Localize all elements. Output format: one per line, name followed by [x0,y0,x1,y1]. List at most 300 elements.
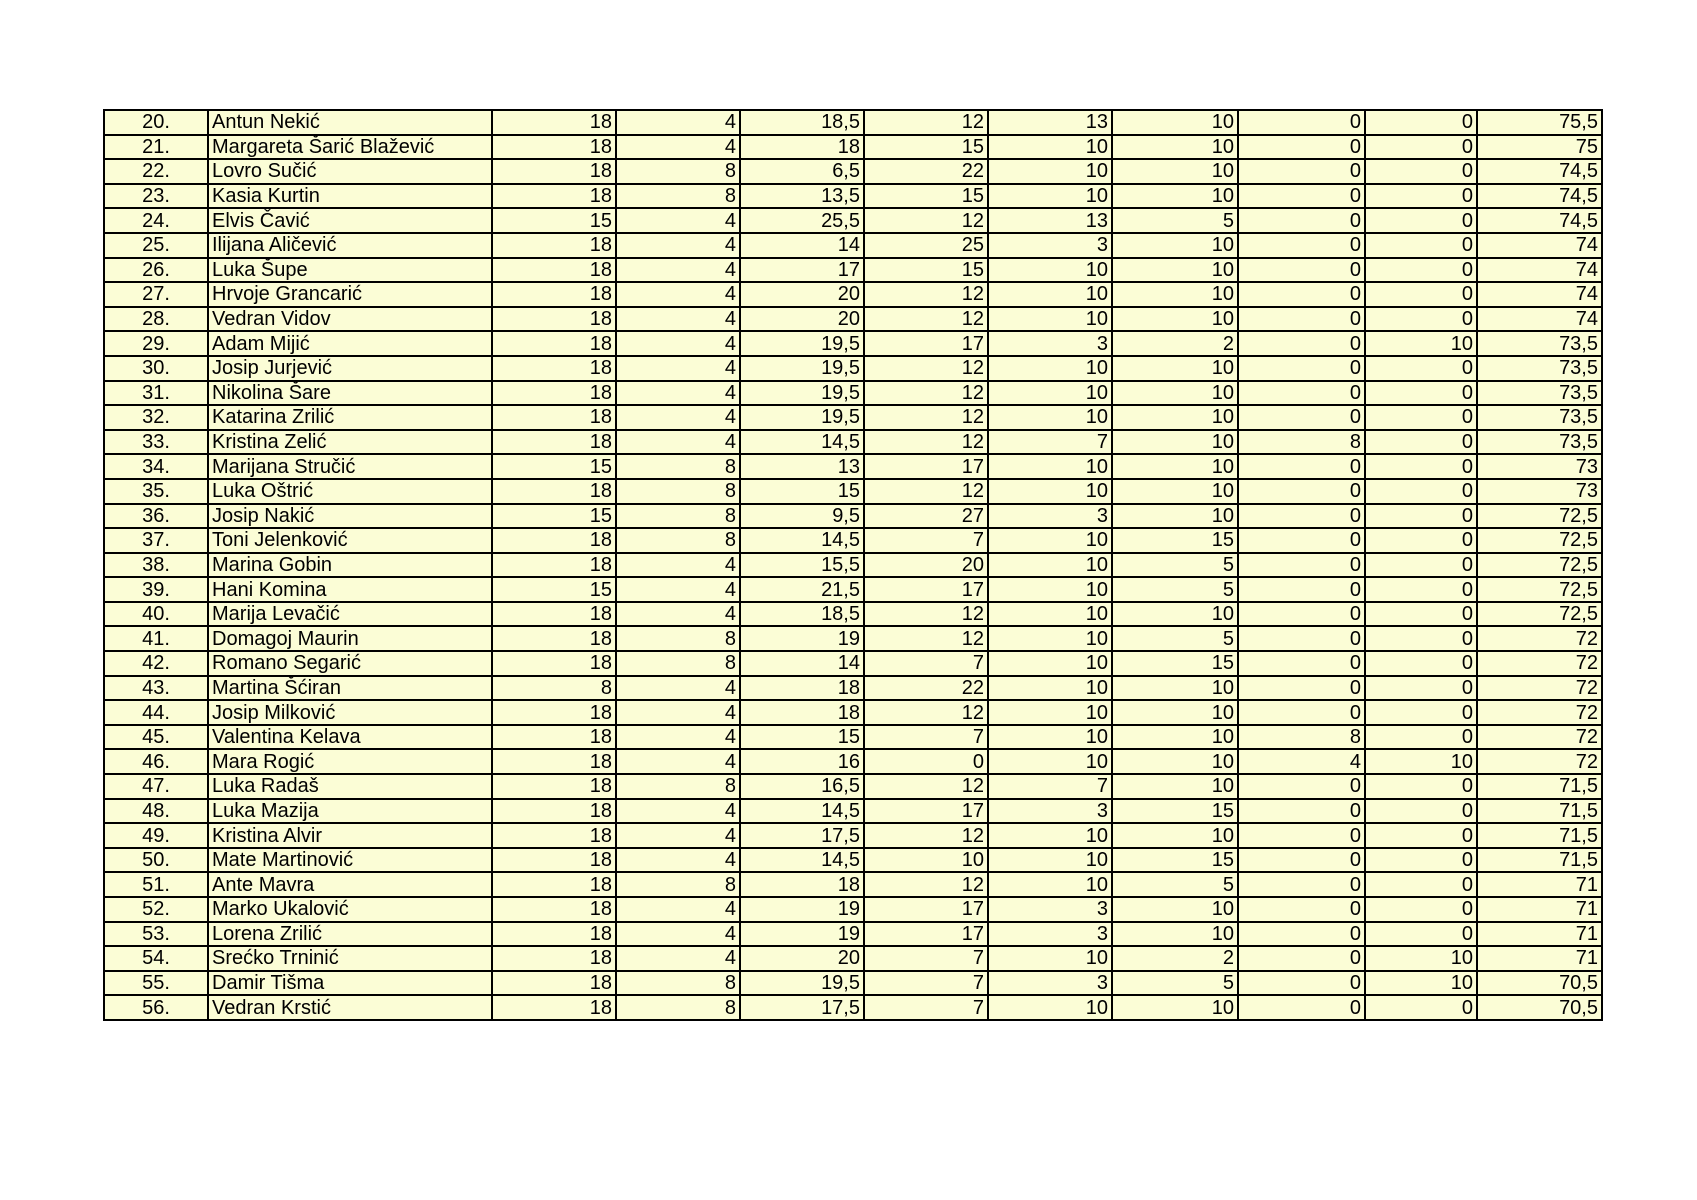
rank-cell: 50. [104,848,208,873]
name-cell: Kristina Alvir [208,823,492,848]
score-cell: 5 [1112,971,1238,996]
total-cell: 72,5 [1477,553,1602,578]
score-cell: 8 [616,971,740,996]
score-cell: 0 [1238,135,1365,160]
score-cell: 8 [1238,725,1365,750]
score-cell: 0 [1238,258,1365,283]
name-cell: Josip Jurjević [208,356,492,381]
score-cell: 15 [1112,848,1238,873]
score-cell: 18 [492,922,616,947]
score-cell: 19 [740,922,864,947]
score-cell: 15 [740,725,864,750]
score-cell: 0 [1238,159,1365,184]
score-cell: 18 [492,774,616,799]
score-cell: 0 [1238,479,1365,504]
score-cell: 0 [1365,258,1477,283]
rank-cell: 49. [104,823,208,848]
score-cell: 4 [616,676,740,701]
score-cell: 10 [988,258,1112,283]
rank-cell: 20. [104,110,208,135]
name-cell: Domagoj Maurin [208,626,492,651]
table-row [104,430,1602,455]
score-cell: 10 [988,356,1112,381]
score-cell: 8 [616,774,740,799]
score-cell: 27 [864,504,988,529]
name-cell: Marina Gobin [208,553,492,578]
score-cell: 18 [492,356,616,381]
name-cell: Marija Levačić [208,602,492,627]
score-cell: 10 [1112,381,1238,406]
score-cell: 19 [740,626,864,651]
score-cell: 15 [740,479,864,504]
score-cell: 4 [616,602,740,627]
score-cell: 16,5 [740,774,864,799]
total-cell: 73,5 [1477,331,1602,356]
score-cell: 0 [1238,700,1365,725]
name-cell: Vedran Krstić [208,995,492,1020]
table-row [104,159,1602,184]
score-cell: 18 [492,799,616,824]
score-cell: 10 [1112,405,1238,430]
score-cell: 10 [1112,922,1238,947]
score-cell: 18,5 [740,602,864,627]
score-cell: 10 [988,995,1112,1020]
name-cell: Romano Segarić [208,651,492,676]
total-cell: 73,5 [1477,356,1602,381]
score-cell: 20 [740,946,864,971]
name-cell: Marijana Stručić [208,454,492,479]
score-cell: 18 [492,553,616,578]
score-cell: 18 [492,725,616,750]
total-cell: 72 [1477,651,1602,676]
score-cell: 4 [616,577,740,602]
score-cell: 10 [988,602,1112,627]
score-cell: 0 [1238,282,1365,307]
table-row [104,971,1602,996]
rank-cell: 36. [104,504,208,529]
rank-cell: 38. [104,553,208,578]
score-cell: 0 [1365,528,1477,553]
score-cell: 10 [1112,700,1238,725]
score-cell: 12 [864,405,988,430]
score-cell: 0 [1238,233,1365,258]
score-cell: 0 [1365,553,1477,578]
score-cell: 3 [988,504,1112,529]
name-cell: Hrvoje Grancarić [208,282,492,307]
score-cell: 15 [492,577,616,602]
score-cell: 0 [1365,799,1477,824]
score-cell: 0 [1238,676,1365,701]
score-cell: 3 [988,233,1112,258]
rank-cell: 46. [104,749,208,774]
score-cell: 12 [864,626,988,651]
score-cell: 10 [988,700,1112,725]
total-cell: 70,5 [1477,971,1602,996]
score-cell: 0 [1238,823,1365,848]
score-cell: 18 [492,307,616,332]
score-cell: 0 [1365,848,1477,873]
table-row [104,356,1602,381]
score-cell: 15,5 [740,553,864,578]
score-cell: 10 [988,159,1112,184]
score-cell: 0 [1365,774,1477,799]
total-cell: 74,5 [1477,208,1602,233]
score-cell: 8 [616,872,740,897]
score-cell: 15 [864,258,988,283]
score-cell: 10 [988,626,1112,651]
total-cell: 72,5 [1477,602,1602,627]
score-cell: 4 [616,725,740,750]
score-cell: 13 [988,208,1112,233]
score-cell: 10 [1112,749,1238,774]
score-cell: 4 [616,110,740,135]
score-cell: 0 [1365,676,1477,701]
table-row [104,774,1602,799]
score-cell: 10 [1365,971,1477,996]
score-cell: 0 [1365,823,1477,848]
total-cell: 74 [1477,233,1602,258]
score-cell: 12 [864,110,988,135]
score-cell: 4 [616,307,740,332]
score-cell: 19,5 [740,331,864,356]
score-cell: 18 [492,381,616,406]
score-cell: 7 [864,946,988,971]
name-cell: Lovro Sučić [208,159,492,184]
score-cell: 0 [1238,504,1365,529]
table-row [104,749,1602,774]
rank-cell: 28. [104,307,208,332]
name-cell: Luka Mazija [208,799,492,824]
score-cell: 18 [740,135,864,160]
score-cell: 15 [864,184,988,209]
total-cell: 73,5 [1477,430,1602,455]
table-row [104,110,1602,135]
score-cell: 0 [1238,528,1365,553]
rank-cell: 52. [104,897,208,922]
score-cell: 10 [1112,995,1238,1020]
score-cell: 4 [616,405,740,430]
score-cell: 10 [988,725,1112,750]
total-cell: 75 [1477,135,1602,160]
score-cell: 12 [864,700,988,725]
name-cell: Kasia Kurtin [208,184,492,209]
score-cell: 5 [1112,577,1238,602]
rank-cell: 45. [104,725,208,750]
score-cell: 0 [1238,553,1365,578]
score-cell: 7 [864,971,988,996]
score-cell: 0 [1238,995,1365,1020]
score-cell: 12 [864,602,988,627]
score-cell: 10 [1112,307,1238,332]
score-cell: 10 [988,405,1112,430]
score-cell: 10 [988,553,1112,578]
rank-cell: 32. [104,405,208,430]
rank-cell: 54. [104,946,208,971]
score-cell: 0 [1365,725,1477,750]
name-cell: Margareta Šarić Blažević [208,135,492,160]
table-row [104,405,1602,430]
score-cell: 17 [864,577,988,602]
rank-cell: 34. [104,454,208,479]
score-cell: 4 [616,282,740,307]
score-cell: 15 [492,454,616,479]
rank-cell: 24. [104,208,208,233]
score-cell: 17,5 [740,995,864,1020]
score-cell: 10 [1112,184,1238,209]
score-cell: 10 [1112,258,1238,283]
score-cell: 12 [864,356,988,381]
table-row [104,626,1602,651]
total-cell: 71,5 [1477,774,1602,799]
score-cell: 10 [988,135,1112,160]
table-row [104,454,1602,479]
rank-cell: 43. [104,676,208,701]
score-cell: 19,5 [740,971,864,996]
rank-cell: 29. [104,331,208,356]
score-cell: 20 [740,282,864,307]
rank-cell: 30. [104,356,208,381]
total-cell: 75,5 [1477,110,1602,135]
total-cell: 74,5 [1477,159,1602,184]
score-cell: 0 [1365,577,1477,602]
score-cell: 18 [492,110,616,135]
score-cell: 0 [1365,454,1477,479]
score-cell: 7 [864,528,988,553]
score-cell: 0 [1238,331,1365,356]
score-cell: 18 [492,971,616,996]
results-table-body [104,110,1602,1020]
score-cell: 0 [1238,946,1365,971]
score-cell: 0 [1238,602,1365,627]
name-cell: Toni Jelenković [208,528,492,553]
score-cell: 18 [492,135,616,160]
score-cell: 10 [1112,602,1238,627]
score-cell: 14,5 [740,430,864,455]
score-cell: 4 [616,430,740,455]
score-cell: 18 [492,233,616,258]
score-cell: 21,5 [740,577,864,602]
table-row [104,381,1602,406]
score-cell: 10 [1112,897,1238,922]
score-cell: 0 [1238,897,1365,922]
score-cell: 8 [616,184,740,209]
score-cell: 5 [1112,553,1238,578]
name-cell: Lorena Zrilić [208,922,492,947]
score-cell: 18 [492,184,616,209]
name-cell: Damir Tišma [208,971,492,996]
total-cell: 72,5 [1477,577,1602,602]
score-cell: 0 [1365,651,1477,676]
score-cell: 18 [492,995,616,1020]
score-cell: 5 [1112,208,1238,233]
table-row [104,651,1602,676]
table-row [104,897,1602,922]
score-cell: 4 [616,258,740,283]
score-cell: 7 [864,651,988,676]
score-cell: 10 [1112,454,1238,479]
total-cell: 74,5 [1477,184,1602,209]
score-cell: 4 [616,897,740,922]
score-cell: 10 [988,848,1112,873]
score-cell: 3 [988,331,1112,356]
name-cell: Valentina Kelava [208,725,492,750]
score-cell: 0 [1365,504,1477,529]
name-cell: Kristina Zelić [208,430,492,455]
score-cell: 0 [1238,307,1365,332]
score-cell: 8 [492,676,616,701]
score-cell: 0 [1365,159,1477,184]
score-cell: 5 [1112,626,1238,651]
total-cell: 70,5 [1477,995,1602,1020]
score-cell: 3 [988,971,1112,996]
score-cell: 18 [492,479,616,504]
score-cell: 10 [1112,233,1238,258]
score-cell: 10 [1112,504,1238,529]
score-cell: 18 [492,602,616,627]
score-cell: 17 [864,454,988,479]
score-cell: 18 [740,700,864,725]
score-cell: 10 [988,872,1112,897]
score-cell: 20 [864,553,988,578]
name-cell: Elvis Čavić [208,208,492,233]
score-cell: 15 [1112,799,1238,824]
score-cell: 25 [864,233,988,258]
score-cell: 0 [1365,381,1477,406]
table-row [104,848,1602,873]
score-cell: 18,5 [740,110,864,135]
rank-cell: 23. [104,184,208,209]
score-cell: 4 [616,356,740,381]
score-cell: 0 [1238,971,1365,996]
rank-cell: 55. [104,971,208,996]
score-cell: 0 [1238,922,1365,947]
score-cell: 4 [616,553,740,578]
score-cell: 4 [616,135,740,160]
score-cell: 17 [864,331,988,356]
rank-cell: 56. [104,995,208,1020]
score-cell: 10 [1112,774,1238,799]
total-cell: 71 [1477,872,1602,897]
score-cell: 8 [616,159,740,184]
score-cell: 10 [1365,331,1477,356]
table-row [104,528,1602,553]
table-row [104,676,1602,701]
name-cell: Antun Nekić [208,110,492,135]
score-cell: 10 [1112,282,1238,307]
score-cell: 17 [740,258,864,283]
table-row [104,725,1602,750]
score-cell: 15 [1112,651,1238,676]
total-cell: 73,5 [1477,405,1602,430]
name-cell: Ilijana Aličević [208,233,492,258]
name-cell: Vedran Vidov [208,307,492,332]
score-cell: 18 [492,528,616,553]
table-row [104,700,1602,725]
score-cell: 2 [1112,331,1238,356]
score-cell: 8 [616,454,740,479]
score-cell: 7 [864,725,988,750]
score-cell: 16 [740,749,864,774]
score-cell: 0 [1365,110,1477,135]
score-cell: 18 [492,651,616,676]
score-cell: 19,5 [740,405,864,430]
score-cell: 10 [988,823,1112,848]
rank-cell: 25. [104,233,208,258]
rank-cell: 44. [104,700,208,725]
name-cell: Adam Mijić [208,331,492,356]
score-cell: 13 [740,454,864,479]
score-cell: 19,5 [740,381,864,406]
name-cell: Nikolina Šare [208,381,492,406]
score-cell: 4 [616,823,740,848]
score-cell: 10 [988,676,1112,701]
score-cell: 10 [1112,356,1238,381]
score-cell: 10 [1365,749,1477,774]
rank-cell: 47. [104,774,208,799]
score-cell: 8 [616,504,740,529]
name-cell: Mara Rogić [208,749,492,774]
score-cell: 12 [864,430,988,455]
table-row [104,577,1602,602]
score-cell: 0 [1365,602,1477,627]
score-cell: 10 [988,282,1112,307]
table-row [104,135,1602,160]
total-cell: 71 [1477,897,1602,922]
total-cell: 72 [1477,725,1602,750]
name-cell: Ante Mavra [208,872,492,897]
table-row [104,946,1602,971]
score-cell: 17 [864,799,988,824]
score-cell: 4 [616,208,740,233]
total-cell: 72,5 [1477,528,1602,553]
score-cell: 9,5 [740,504,864,529]
score-cell: 12 [864,872,988,897]
score-cell: 18 [492,159,616,184]
score-cell: 10 [1365,946,1477,971]
score-cell: 8 [616,479,740,504]
score-cell: 18 [492,872,616,897]
score-cell: 18 [492,700,616,725]
score-cell: 10 [988,651,1112,676]
table-row [104,479,1602,504]
rank-cell: 51. [104,872,208,897]
score-cell: 7 [988,774,1112,799]
score-cell: 4 [616,700,740,725]
score-cell: 0 [1238,848,1365,873]
rank-cell: 33. [104,430,208,455]
table-row [104,823,1602,848]
name-cell: Luka Oštrić [208,479,492,504]
score-cell: 10 [1112,430,1238,455]
total-cell: 71 [1477,922,1602,947]
score-cell: 18 [492,430,616,455]
score-cell: 8 [616,651,740,676]
score-cell: 0 [1365,282,1477,307]
table-row [104,602,1602,627]
score-cell: 0 [1238,208,1365,233]
score-cell: 3 [988,922,1112,947]
table-row [104,331,1602,356]
score-cell: 10 [1112,110,1238,135]
score-cell: 12 [864,282,988,307]
score-cell: 18 [492,823,616,848]
score-cell: 20 [740,307,864,332]
score-cell: 2 [1112,946,1238,971]
score-cell: 19 [740,897,864,922]
score-cell: 0 [1238,626,1365,651]
score-cell: 5 [1112,872,1238,897]
score-cell: 18 [492,897,616,922]
